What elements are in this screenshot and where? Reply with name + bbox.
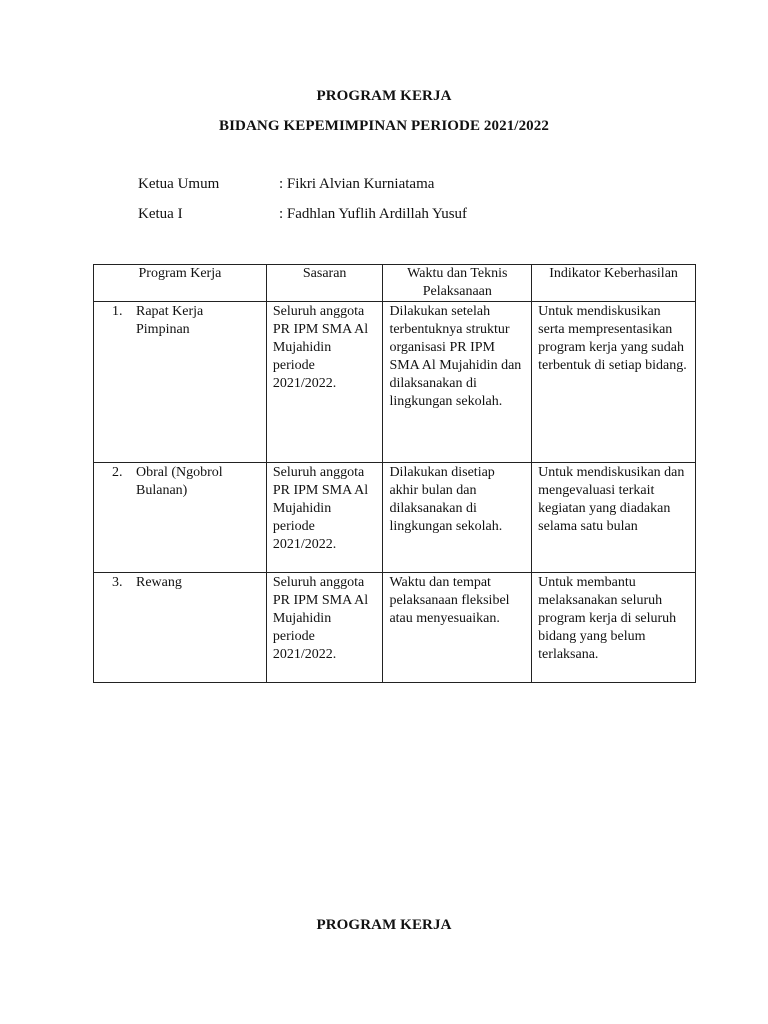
document-title: PROGRAM KERJA [316, 88, 452, 104]
cell-sasaran: Seluruh anggota PR IPM SMA Al Mujahidin periode 2021/2022. [266, 573, 383, 683]
program-name: Obral (Ngobrol Bulanan) [136, 465, 223, 498]
info-label: Ketua Umum [138, 176, 220, 192]
header-waktu: Waktu dan Teknis Pelaksanaan [383, 265, 532, 302]
document-subtitle: BIDANG KEPEMIMPINAN PERIODE 2021/2022 [219, 118, 549, 134]
cell-sasaran: Seluruh anggota PR IPM SMA Al Mujahidin periode 2021/2022. [266, 463, 383, 573]
row-number: 1. [112, 304, 123, 319]
info-row-ketua-i [138, 204, 467, 224]
cell-program [94, 573, 267, 683]
info-row-ketua-umum [138, 174, 434, 194]
cell-waktu: Dilakukan setelah terbentuknya struktur organisasi PR IPM SMA Al Mujahidin dan dilaksanakan di lingkungan sekolah. [383, 302, 532, 463]
next-page-title: PROGRAM KERJA [316, 917, 452, 933]
header-program-kerja: Program Kerja [94, 265, 267, 302]
program-table [93, 264, 696, 683]
info-value: : Fadhlan Yuflih Ardillah Yusuf [279, 206, 468, 222]
cell-program [94, 463, 267, 573]
table-row [94, 463, 696, 573]
cell-indikator: Untuk membantu melaksanakan seluruh program kerja di seluruh bidang yang belum terlaksana. [532, 573, 696, 683]
cell-waktu: Dilakukan disetiap akhir bulan dan dilaksanakan di lingkungan sekolah. [383, 463, 532, 573]
program-name: Rapat Kerja Pimpinan [136, 304, 204, 337]
cell-sasaran: Seluruh anggota PR IPM SMA Al Mujahidin periode 2021/2022. [266, 302, 383, 463]
row-number: 2. [112, 465, 123, 480]
info-label: Ketua I [138, 206, 183, 222]
table-row [94, 573, 696, 683]
header-indikator: Indikator Keberhasilan [532, 265, 696, 302]
row-number: 3. [112, 575, 123, 590]
table-row [94, 302, 696, 463]
table-header-row [94, 265, 696, 302]
program-name: Rewang [136, 575, 182, 590]
header-sasaran: Sasaran [266, 265, 383, 302]
cell-waktu: Waktu dan tempat pelaksanaan fleksibel atau menyesuaikan. [383, 573, 532, 683]
cell-program [94, 302, 267, 463]
cell-indikator: Untuk mendiskusikan dan mengevaluasi terkait kegiatan yang diadakan selama satu bulan [532, 463, 696, 573]
cell-indikator: Untuk mendiskusikan serta mempresentasikan program kerja yang sudah terbentuk di setiap bidang. [532, 302, 696, 463]
info-value: : Fikri Alvian Kurniatama [279, 176, 435, 192]
